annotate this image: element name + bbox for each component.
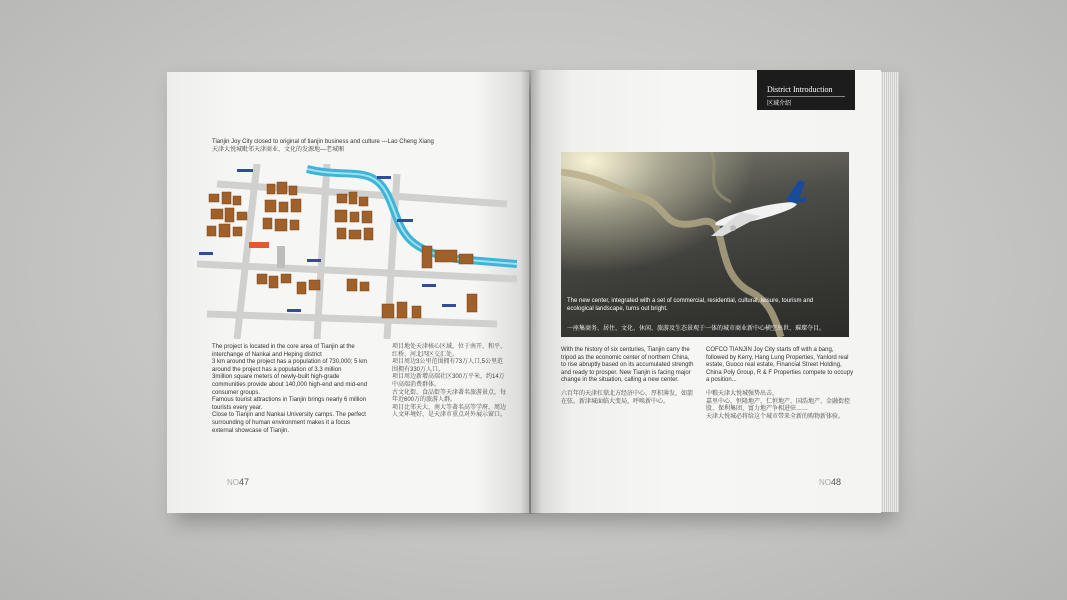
photo-caption-en: The new center, integrated with a set of commercial, residential, cultural, leisure, tourism and ecological landscape, turns out bright.: [567, 298, 814, 312]
left-body-cn: 项目地处天津核心区域，位于南开、和平、红桥、河北四区交汇处。 项目周边3公里范围拥有73万人口,5公里范围拥有330万人口。 项目周边新增高端社区300万平米，约14万中高端消费群体。 古文化街、食品街等天津著名旅游景点，每年近600万的旅游人群。 项目比邻天大、南大等著名高等学府，周边人文环境好，是天津市重点对外展示窗口。: [392, 344, 507, 419]
left-body-en: The project is located in the core area of Tianjin at the interchange of Nankai and Heping district 3 km around the project has a population of 730,000; 5 km around the project has a population of 3.3 million 3million square meters of newly-built high-grade communities provide about 140,000 high-end and mid-end consumer groups. Famous tourist attractions in Tianjin brings nearly 6 million tourists every year. Close to Tianjin and Nankai University camps. The perfect surrounding of human environment makes it a focus external showcase of Tianjin.: [212, 344, 368, 434]
project-marker: [249, 242, 269, 248]
section-tag-rule: [767, 96, 845, 97]
section-tag-cn: 区域介绍: [767, 101, 792, 107]
right-col2-cn: 中粮天津大悦城强势出击， 嘉里中心、恒隆地产、仁恒地产、国浩地产、金融街控股、保利集团、富力地产争相进驻…… 天津大悦城必将给这个城市带来全新的购物新体验。: [706, 390, 851, 420]
map-title: [212, 139, 472, 154]
district-map: [197, 164, 517, 339]
right-col1-en: With the history of six centuries, Tianjin carry the tripod as the economic center of northern China, to rise abruptly based on its accumulated strength and ready to prosper. New Tianjin is facing major change in the situation, calling a new center.: [561, 347, 694, 384]
airplane-icon: [711, 180, 807, 236]
map-roads: [197, 164, 517, 339]
page-number-right: NO48: [819, 477, 842, 487]
page-stack-edge: [879, 72, 899, 512]
map-title-cn: 天津大悦城毗邻天津商业、文化的发源地—老城厢: [212, 146, 345, 153]
right-col2: [706, 347, 854, 421]
right-col1-cn: 六百年的天津扛鼎北方经济中心，厚积薄发，如箭在弦。新津城面临大变局，呼唤新中心。: [561, 390, 694, 405]
right-page: [531, 70, 881, 513]
left-page: [167, 72, 529, 513]
section-tag-en: District Introduction: [767, 85, 833, 94]
section-tag: [757, 70, 855, 110]
map-title-en: Tianjin Joy City closed to original of tianjin business and culture ---Lao Cheng Xiang: [212, 139, 434, 145]
page-number-value: 48: [831, 477, 842, 487]
page-number-left: NO47: [227, 477, 250, 487]
page-number-value: 47: [239, 477, 250, 487]
aerial-photo: [561, 152, 849, 337]
right-col1: [561, 347, 696, 406]
photo-caption-cn: 一座集商务、居住、文化、休闲、旅游及生态景观于一体的城市商业新中心横空出世、璀璨夺目。: [567, 326, 826, 332]
right-col2-en: COFCO TIANJIN Joy City starts off with a bang, followed by Kerry, Hang Lung Properties, Yanlord real estate, Guoco real estate, Financial Street Holding, China Poly Group, R & F Properties compete to occupy a position...: [706, 347, 854, 384]
book-spine: [520, 70, 542, 514]
